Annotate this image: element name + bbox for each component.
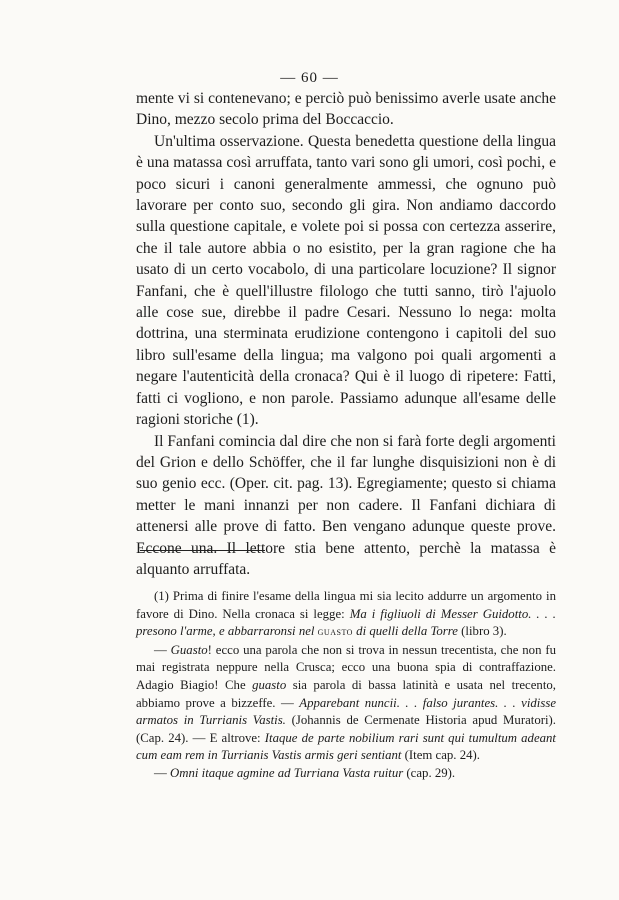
footnote-text: (1) Prima di finire l'esame della lingua mi sia lecito addurre un argomento in favore di Dino. Nella cronaca si legge: — [136, 589, 556, 621]
footnote-1-part-c — [136, 765, 556, 783]
footnote-dash: — — [154, 765, 170, 780]
footnote-quote: Ma i figliuoli di Messer Guidotto. . . . presono l'arme, e abbarraronsi nel — [136, 606, 556, 639]
footnote-text: ! ecco una parola che non si trova in nessun trecentista, che non fu mai registrata neppure nella Crusca; ecco una buona spia di contraffazione. Adagio Biagio! Che — [136, 642, 556, 692]
paragraph-1: mente vi si contenevano; e perciò può benissimo averle usate anche Dino, mezzo secolo prima del Boccaccio. — [136, 90, 556, 129]
footnotes — [136, 588, 556, 783]
footnote-text: sia parola di bassa latinità e usata nel trecento, abbiamo prove a bizzeffe. — — [136, 677, 556, 710]
footnote-text: (Johannis de Cermenate Historia apud Muratori). (Cap. 24). — E altrove: — [136, 713, 556, 745]
page-number: — 60 — — [280, 70, 339, 86]
footnote-quote: Itaque de parte nobilium rari sunt qui tumultum adeant cum eam rem in Turrianis Vastis armis geri sentiant — [136, 730, 556, 763]
footnote-text: (cap. 29). — [403, 765, 456, 780]
footnote-dash: — — [154, 642, 171, 657]
footnote-smallcaps: guasto — [317, 626, 353, 639]
footnote-word: guasto — [252, 677, 287, 692]
footnote-quote: Apparebant nuncii. . . falso jurantes. . . vidisse armatos in Turrianis Vastis. — [136, 695, 556, 728]
main-text — [136, 88, 556, 580]
paragraph-3: Il Fanfani comincia dal dire che non si farà forte degli argomenti del Grion e dello Schöffer, che il far lunghe disquisizioni non è di suo genio ecc. (Oper. cit. pag. 13). Egregiamente; questo si chiama metter le mani innanzi per non cadere. Il Fanfani dichiara di attenersi alle prove di fatto. Ben vengano adunque queste prove. Eccone una. Il lettore stia bene attento, perchè la matassa è alquanto arruffata. — [136, 432, 556, 578]
footnote-1-part-a — [136, 588, 556, 642]
footnote-word: Guasto — [170, 642, 208, 657]
footnote-quote: di quelli della Torre — [356, 624, 458, 639]
footnote-text: (Item cap. 24). — [401, 748, 480, 763]
footnote-text: (libro 3). — [457, 624, 507, 639]
paragraph-2: Un'ultima osservazione. Questa benedetta questione della lingua è una matassa così arruffata, tanto vari sono gli umori, così pochi, e poco sicuri i canoni generalmente ammessi, che ognuno può lavorare per conto suo, secondo gli gira. Non andiamo daccordo sulla questione capitale, e volete poi si possa con certezza asserire, che il tale autore abbia o no esistito, per la gran ragione che ha usato di un certo vocabolo, di una particolare locuzione? Il signor Fanfani, che è quell'illustre filologo che tutti sanno, tirò l'ajuolo alle cose sue, direbbe il padre Cesari. Nessuno lo nega: molta dottrina, una sterminata erudizione contengono i capitoli del suo libro sull'esame della lingua; ma valgono poi quali argomenti a negare l'autenticità della cronaca? Qui è il luogo di ripetere: Fatti, fatti ci vogliono, e non parole. Passiamo adunque all'esame delle ragioni storiche (1). — [136, 132, 556, 429]
footnote-1-part-b — [136, 642, 556, 765]
footnote-quote: Omni itaque agmine ad Turriana Vasta ruitur — [170, 765, 404, 780]
footnote-separator — [140, 550, 265, 551]
